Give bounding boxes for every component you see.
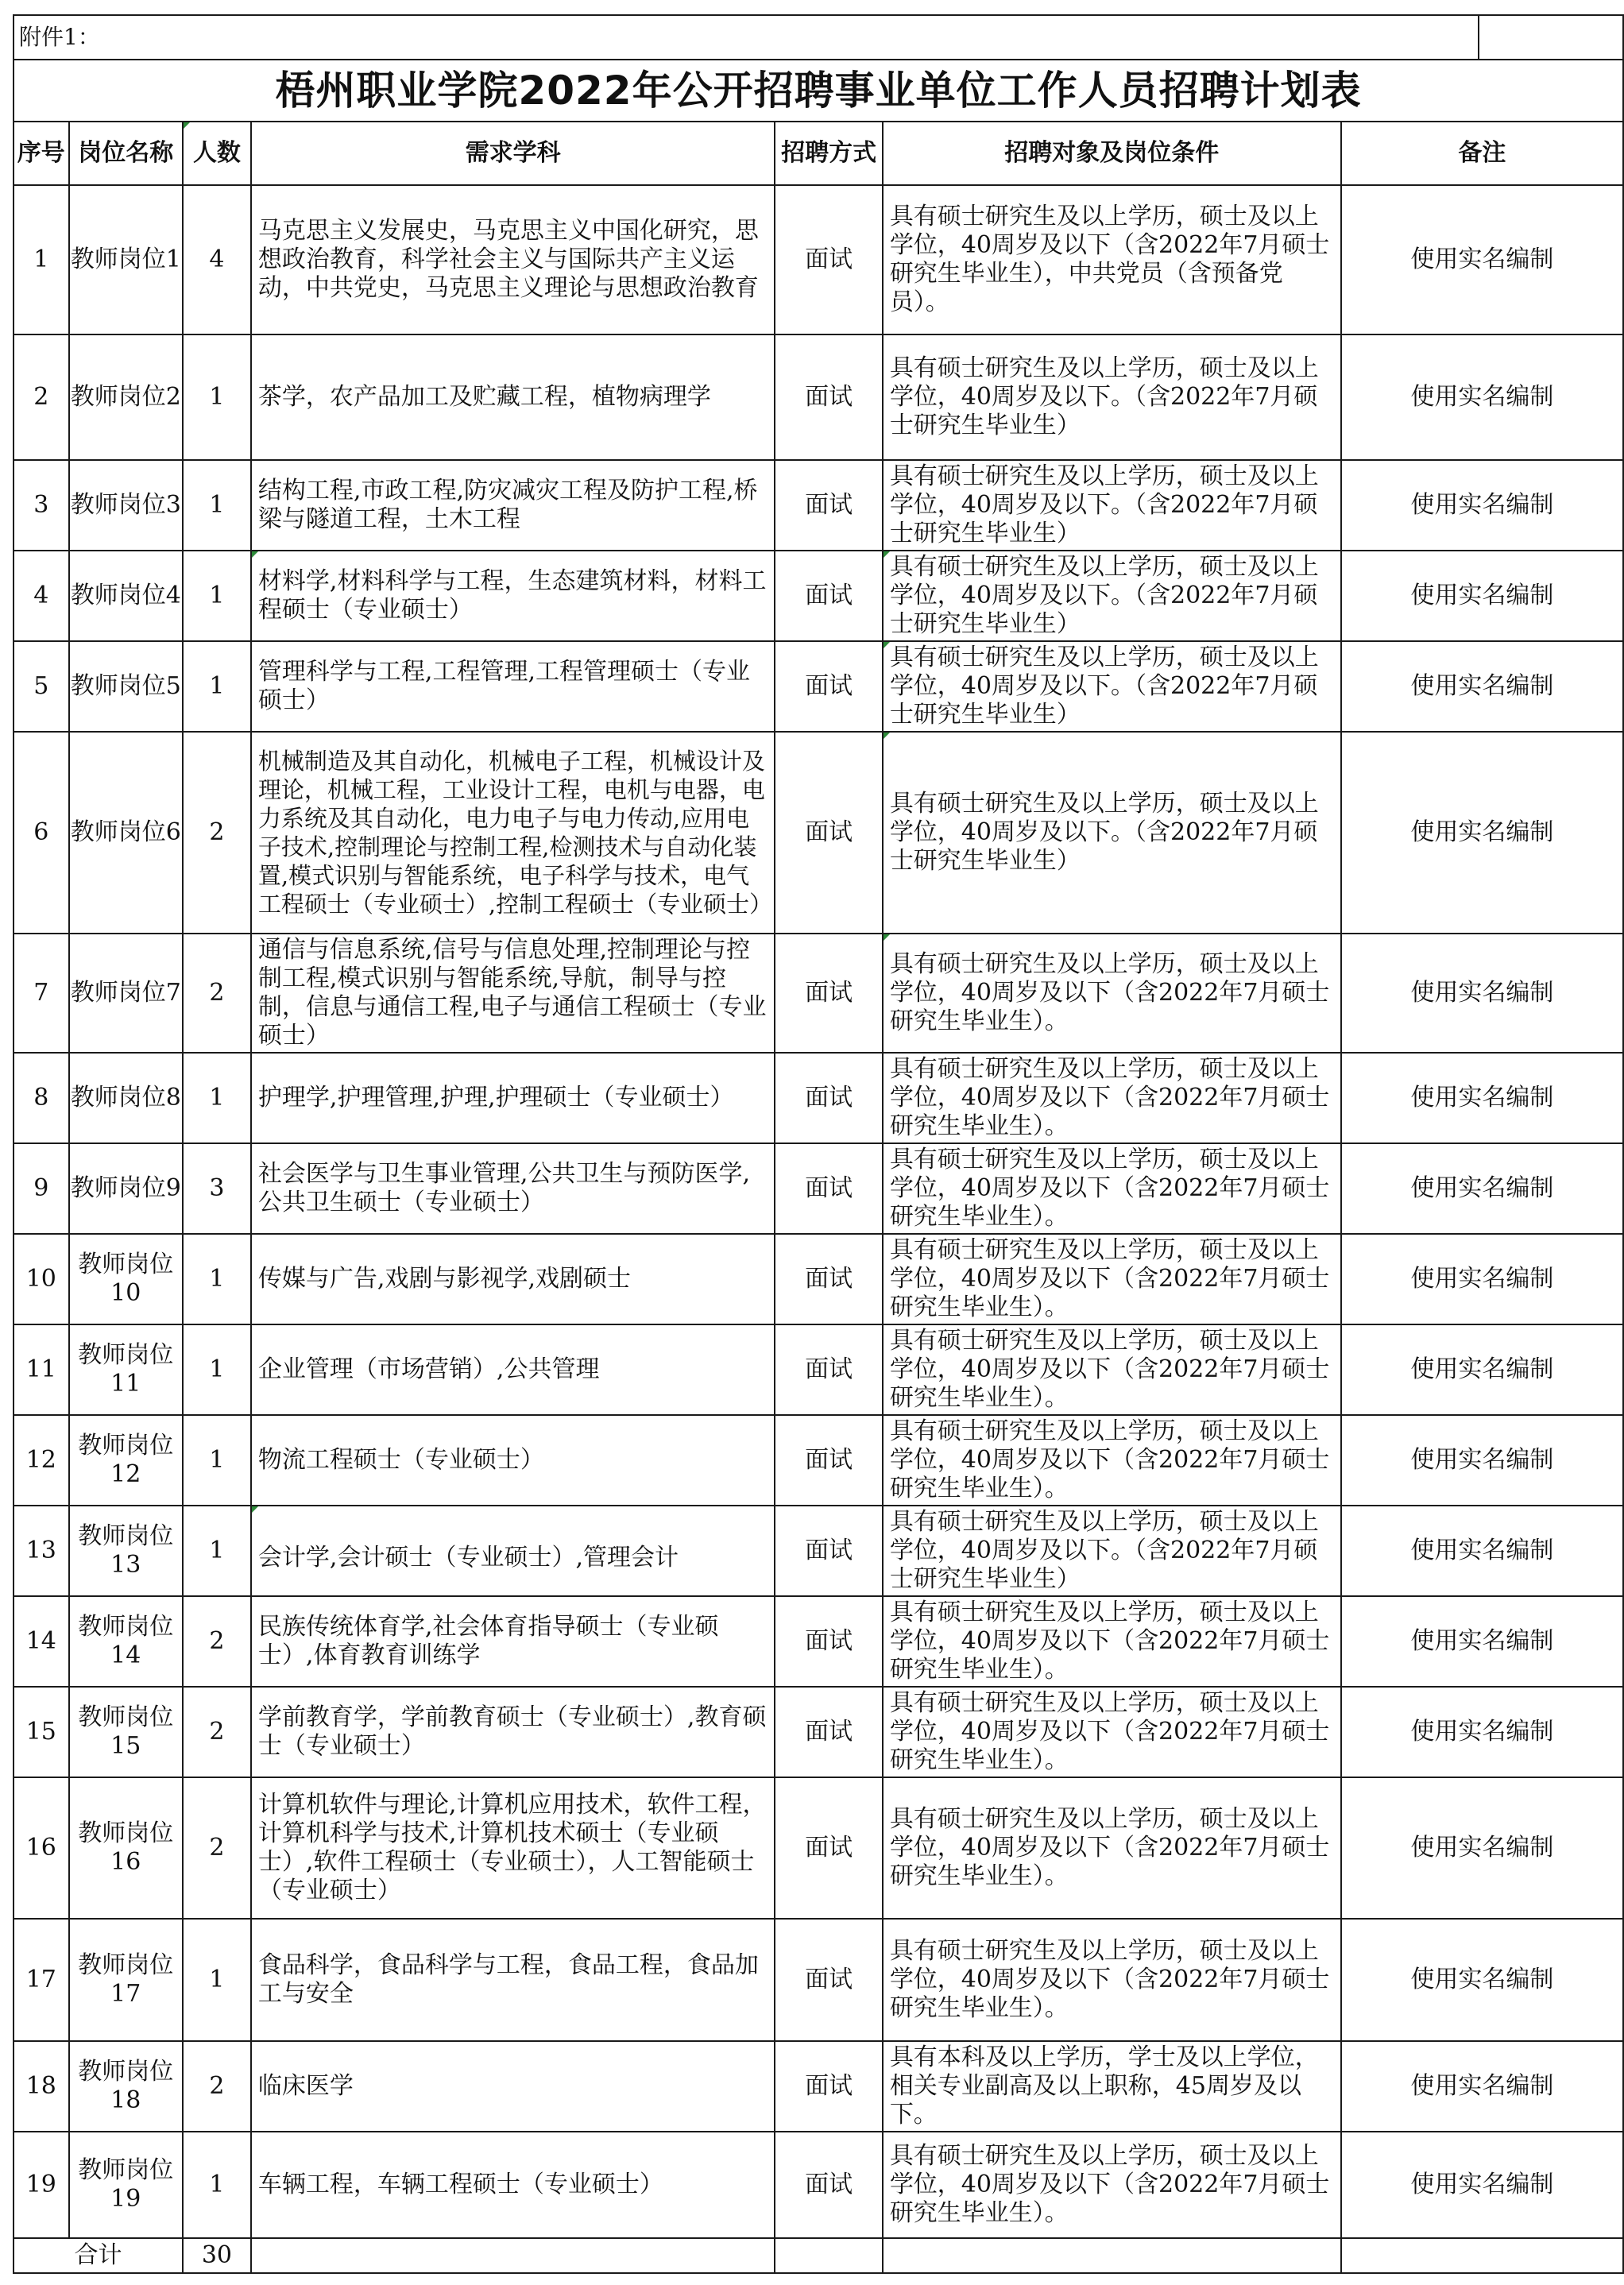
- row-post[interactable]: 教师岗位17: [69, 1919, 183, 2041]
- row-method[interactable]: 面试: [775, 1777, 882, 1919]
- row-method[interactable]: 面试: [775, 1415, 882, 1506]
- attachment-row: [14, 15, 1623, 60]
- row-seq[interactable]: 5: [14, 641, 69, 732]
- row-count[interactable]: 1: [183, 1506, 251, 1596]
- row-method[interactable]: 面试: [775, 1506, 882, 1596]
- row-seq[interactable]: 14: [14, 1596, 69, 1687]
- header-row: [14, 122, 1623, 185]
- row-remark[interactable]: 使用实名编制: [1341, 1777, 1623, 1919]
- row-subject[interactable]: 茶学，农产品加工及贮藏工程，植物病理学: [251, 334, 775, 460]
- total-label[interactable]: 合计: [14, 2238, 183, 2273]
- row-method[interactable]: 面试: [775, 1234, 882, 1324]
- title-row: [14, 60, 1623, 122]
- empty-cell[interactable]: [775, 2238, 882, 2273]
- row-method[interactable]: 面试: [775, 460, 882, 551]
- header-count[interactable]: 人数: [183, 122, 251, 185]
- row-post[interactable]: 教师岗位11: [69, 1324, 183, 1415]
- row-post[interactable]: 教师岗位1: [69, 185, 183, 334]
- row-post[interactable]: 教师岗位3: [69, 460, 183, 551]
- row-subject[interactable]: 学前教育学，学前教育硕士（专业硕士）,教育硕士（专业硕士）: [251, 1687, 775, 1777]
- row-method[interactable]: 面试: [775, 551, 882, 641]
- row-conditions[interactable]: 具有硕士研究生及以上学历，硕士及以上学位，40周岁及以下。（含2022年7月硕士研究生毕业生）: [883, 460, 1341, 551]
- row-conditions[interactable]: 具有硕士研究生及以上学历，硕士及以上学位，40周岁及以下。（含2022年7月硕士研究生毕业生）: [883, 732, 1341, 934]
- row-count[interactable]: 1: [183, 1234, 251, 1324]
- header-conditions[interactable]: 招聘对象及岗位条件: [883, 122, 1341, 185]
- row-count[interactable]: 1: [183, 1415, 251, 1506]
- row-remark[interactable]: 使用实名编制: [1341, 460, 1623, 551]
- row-remark[interactable]: 使用实名编制: [1341, 334, 1623, 460]
- row-method[interactable]: 面试: [775, 1596, 882, 1687]
- row-remark[interactable]: 使用实名编制: [1341, 1506, 1623, 1596]
- row-seq[interactable]: 18: [14, 2041, 69, 2132]
- row-seq[interactable]: 11: [14, 1324, 69, 1415]
- table-row: [14, 460, 1623, 551]
- row-count[interactable]: 2: [183, 1596, 251, 1687]
- row-method[interactable]: 面试: [775, 641, 882, 732]
- row-conditions[interactable]: 具有硕士研究生及以上学历，硕士及以上学位，40周岁及以下（含2022年7月硕士研究生毕业生）。: [883, 934, 1341, 1053]
- row-count[interactable]: 1: [183, 551, 251, 641]
- row-seq[interactable]: 3: [14, 460, 69, 551]
- row-subject[interactable]: 马克思主义发展史，马克思主义中国化研究，思想政治教育，科学社会主义与国际共产主义运动，中共党史，马克思主义理论与思想政治教育: [251, 185, 775, 334]
- row-count[interactable]: 2: [183, 2041, 251, 2132]
- row-count[interactable]: 2: [183, 732, 251, 934]
- row-subject[interactable]: 结构工程,市政工程,防灾减灾工程及防护工程,桥梁与隧道工程，土木工程: [251, 460, 775, 551]
- row-count[interactable]: 1: [183, 1919, 251, 2041]
- row-method[interactable]: 面试: [775, 2132, 882, 2238]
- table-row: [14, 2132, 1623, 2238]
- row-conditions[interactable]: 具有硕士研究生及以上学历，硕士及以上学位，40周岁及以下（含2022年7月硕士研究生毕业生）。: [883, 1777, 1341, 1919]
- row-method[interactable]: 面试: [775, 732, 882, 934]
- header-remark[interactable]: 备注: [1341, 122, 1623, 185]
- row-method[interactable]: 面试: [775, 1919, 882, 2041]
- row-conditions[interactable]: 具有本科及以上学历，学士及以上学位，相关专业副高及以上职称，45周岁及以下。: [883, 2041, 1341, 2132]
- row-subject[interactable]: 传媒与广告,戏剧与影视学,戏剧硕士: [251, 1234, 775, 1324]
- row-conditions[interactable]: 具有硕士研究生及以上学历，硕士及以上学位，40周岁及以下（含2022年7月硕士研究生毕业生）。: [883, 1324, 1341, 1415]
- row-remark[interactable]: 使用实名编制: [1341, 641, 1623, 732]
- row-remark[interactable]: 使用实名编制: [1341, 1415, 1623, 1506]
- row-seq[interactable]: 4: [14, 551, 69, 641]
- table-row: [14, 551, 1623, 641]
- row-method[interactable]: 面试: [775, 334, 882, 460]
- row-seq[interactable]: 8: [14, 1053, 69, 1143]
- row-post[interactable]: 教师岗位5: [69, 641, 183, 732]
- row-subject[interactable]: 材料学,材料科学与工程，生态建筑材料，材料工程硕士（专业硕士）: [251, 551, 775, 641]
- table-row: [14, 1143, 1623, 1234]
- table-row: [14, 1234, 1623, 1324]
- row-conditions[interactable]: 具有硕士研究生及以上学历，硕士及以上学位，40周岁及以下（含2022年7月硕士研究生毕业生）。: [883, 1234, 1341, 1324]
- row-post[interactable]: 教师岗位6: [69, 732, 183, 934]
- row-conditions[interactable]: 具有硕士研究生及以上学历，硕士及以上学位，40周岁及以下（含2022年7月硕士研究生毕业生）。: [883, 1053, 1341, 1143]
- table-row: [14, 185, 1623, 334]
- table-row: [14, 1415, 1623, 1506]
- row-seq[interactable]: 13: [14, 1506, 69, 1596]
- row-post[interactable]: 教师岗位13: [69, 1506, 183, 1596]
- row-post[interactable]: 教师岗位12: [69, 1415, 183, 1506]
- row-conditions[interactable]: 具有硕士研究生及以上学历，硕士及以上学位，40周岁及以下（含2022年7月硕士研究生毕业生）。: [883, 1143, 1341, 1234]
- row-conditions[interactable]: 具有硕士研究生及以上学历，硕士及以上学位，40周岁及以下。（含2022年7月硕士研究生毕业生）: [883, 641, 1341, 732]
- table-row: [14, 1596, 1623, 1687]
- row-subject[interactable]: 管理科学与工程,工程管理,工程管理硕士（专业硕士）: [251, 641, 775, 732]
- row-remark[interactable]: 使用实名编制: [1341, 2132, 1623, 2238]
- row-subject[interactable]: 物流工程硕士（专业硕士）: [251, 1415, 775, 1506]
- row-seq[interactable]: 12: [14, 1415, 69, 1506]
- row-seq[interactable]: 19: [14, 2132, 69, 2238]
- row-seq[interactable]: 1: [14, 185, 69, 334]
- header-method[interactable]: 招聘方式: [775, 122, 882, 185]
- row-subject[interactable]: 通信与信息系统,信号与信息处理,控制理论与控制工程,模式识别与智能系统,导航，制导与控制，信息与通信工程,电子与通信工程硕士（专业硕士）: [251, 934, 775, 1053]
- row-subject[interactable]: 车辆工程，车辆工程硕士（专业硕士）: [251, 2132, 775, 2238]
- row-remark[interactable]: 使用实名编制: [1341, 1919, 1623, 2041]
- row-post[interactable]: 教师岗位19: [69, 2132, 183, 2238]
- row-count[interactable]: 4: [183, 185, 251, 334]
- row-count[interactable]: 1: [183, 334, 251, 460]
- row-subject[interactable]: 计算机软件与理论,计算机应用技术，软件工程，计算机科学与技术,计算机技术硕士（专业硕士）,软件工程硕士（专业硕士），人工智能硕士（专业硕士）: [251, 1777, 775, 1919]
- header-seq[interactable]: 序号: [14, 122, 69, 185]
- total-row: [14, 2238, 1623, 2273]
- table-row: [14, 334, 1623, 460]
- row-count[interactable]: 1: [183, 460, 251, 551]
- row-post[interactable]: 教师岗位16: [69, 1777, 183, 1919]
- row-method[interactable]: 面试: [775, 2041, 882, 2132]
- row-subject[interactable]: 护理学,护理管理,护理,护理硕士（专业硕士）: [251, 1053, 775, 1143]
- row-conditions[interactable]: 具有硕士研究生及以上学历，硕士及以上学位，40周岁及以下。（含2022年7月硕士研究生毕业生）: [883, 334, 1341, 460]
- row-method[interactable]: 面试: [775, 1053, 882, 1143]
- row-subject[interactable]: 临床医学: [251, 2041, 775, 2132]
- row-remark[interactable]: 使用实名编制: [1341, 1053, 1623, 1143]
- row-conditions[interactable]: 具有硕士研究生及以上学历，硕士及以上学位，40周岁及以下。（含2022年7月硕士研究生毕业生）: [883, 1506, 1341, 1596]
- row-method[interactable]: 面试: [775, 185, 882, 334]
- empty-cell[interactable]: [1479, 15, 1623, 60]
- table-row: [14, 1324, 1623, 1415]
- row-seq[interactable]: 10: [14, 1234, 69, 1324]
- row-method[interactable]: 面试: [775, 1143, 882, 1234]
- empty-cell[interactable]: [251, 2238, 775, 2273]
- row-seq[interactable]: 17: [14, 1919, 69, 2041]
- row-post[interactable]: 教师岗位9: [69, 1143, 183, 1234]
- row-conditions[interactable]: 具有硕士研究生及以上学历，硕士及以上学位，40周岁及以下（含2022年7月硕士研究生毕业生）。: [883, 1919, 1341, 2041]
- row-post[interactable]: 教师岗位18: [69, 2041, 183, 2132]
- row-post[interactable]: 教师岗位7: [69, 934, 183, 1053]
- row-conditions[interactable]: 具有硕士研究生及以上学历，硕士及以上学位，40周岁及以下（含2022年7月硕士研究生毕业生），中共党员（含预备党员）。: [883, 185, 1341, 334]
- row-subject[interactable]: 企业管理（市场营销）,公共管理: [251, 1324, 775, 1415]
- row-remark[interactable]: 使用实名编制: [1341, 1143, 1623, 1234]
- row-remark[interactable]: 使用实名编制: [1341, 1324, 1623, 1415]
- row-count[interactable]: 2: [183, 1687, 251, 1777]
- row-seq[interactable]: 2: [14, 334, 69, 460]
- row-post[interactable]: 教师岗位15: [69, 1687, 183, 1777]
- row-remark[interactable]: 使用实名编制: [1341, 1687, 1623, 1777]
- row-remark[interactable]: 使用实名编制: [1341, 185, 1623, 334]
- row-conditions[interactable]: 具有硕士研究生及以上学历，硕士及以上学位，40周岁及以下（含2022年7月硕士研究生毕业生）。: [883, 1596, 1341, 1687]
- row-remark[interactable]: 使用实名编制: [1341, 934, 1623, 1053]
- table-row: [14, 1053, 1623, 1143]
- row-remark[interactable]: 使用实名编制: [1341, 551, 1623, 641]
- row-count[interactable]: 1: [183, 2132, 251, 2238]
- row-count[interactable]: 3: [183, 1143, 251, 1234]
- header-subject[interactable]: 需求学科: [251, 122, 775, 185]
- row-count[interactable]: 1: [183, 641, 251, 732]
- page-title[interactable]: 梧州职业学院2022年公开招聘事业单位工作人员招聘计划表: [14, 60, 1623, 122]
- row-post[interactable]: 教师岗位4: [69, 551, 183, 641]
- row-count[interactable]: 1: [183, 1324, 251, 1415]
- table-row: [14, 934, 1623, 1053]
- table-row: [14, 2041, 1623, 2132]
- recruitment-plan-table: [13, 14, 1624, 2274]
- total-count[interactable]: 30: [183, 2238, 251, 2273]
- table-row: [14, 1687, 1623, 1777]
- row-remark[interactable]: 使用实名编制: [1341, 2041, 1623, 2132]
- row-count[interactable]: 2: [183, 1777, 251, 1919]
- row-remark[interactable]: 使用实名编制: [1341, 1234, 1623, 1324]
- row-post[interactable]: 教师岗位14: [69, 1596, 183, 1687]
- row-seq[interactable]: 16: [14, 1777, 69, 1919]
- table-row: [14, 1506, 1623, 1596]
- row-method[interactable]: 面试: [775, 934, 882, 1053]
- row-post[interactable]: 教师岗位2: [69, 334, 183, 460]
- row-subject[interactable]: 社会医学与卫生事业管理,公共卫生与预防医学,公共卫生硕士（专业硕士）: [251, 1143, 775, 1234]
- row-remark[interactable]: 使用实名编制: [1341, 1596, 1623, 1687]
- row-seq[interactable]: 7: [14, 934, 69, 1053]
- row-method[interactable]: 面试: [775, 1687, 882, 1777]
- row-method[interactable]: 面试: [775, 1324, 882, 1415]
- row-post[interactable]: 教师岗位8: [69, 1053, 183, 1143]
- row-subject[interactable]: 食品科学，食品科学与工程，食品工程，食品加工与安全: [251, 1919, 775, 2041]
- row-seq[interactable]: 6: [14, 732, 69, 934]
- row-subject[interactable]: 民族传统体育学,社会体育指导硕士（专业硕士）,体育教育训练学: [251, 1596, 775, 1687]
- row-seq[interactable]: 9: [14, 1143, 69, 1234]
- row-remark[interactable]: 使用实名编制: [1341, 732, 1623, 934]
- row-subject[interactable]: 会计学,会计硕士（专业硕士）,管理会计: [251, 1506, 775, 1596]
- empty-cell[interactable]: [1341, 2238, 1623, 2273]
- table-row: [14, 1919, 1623, 2041]
- empty-cell[interactable]: [883, 2238, 1341, 2273]
- attachment-label[interactable]: 附件1：: [14, 15, 1479, 60]
- row-conditions[interactable]: 具有硕士研究生及以上学历，硕士及以上学位，40周岁及以下。（含2022年7月硕士研究生毕业生）: [883, 551, 1341, 641]
- table-row: [14, 641, 1623, 732]
- table-row: [14, 1777, 1623, 1919]
- header-post[interactable]: 岗位名称: [69, 122, 183, 185]
- table-row: [14, 732, 1623, 934]
- row-conditions[interactable]: 具有硕士研究生及以上学历，硕士及以上学位，40周岁及以下（含2022年7月硕士研究生毕业生）。: [883, 2132, 1341, 2238]
- row-seq[interactable]: 15: [14, 1687, 69, 1777]
- row-conditions[interactable]: 具有硕士研究生及以上学历，硕士及以上学位，40周岁及以下（含2022年7月硕士研究生毕业生）。: [883, 1687, 1341, 1777]
- row-post[interactable]: 教师岗位10: [69, 1234, 183, 1324]
- row-count[interactable]: 1: [183, 1053, 251, 1143]
- row-conditions[interactable]: 具有硕士研究生及以上学历，硕士及以上学位，40周岁及以下（含2022年7月硕士研究生毕业生）。: [883, 1415, 1341, 1506]
- row-count[interactable]: 2: [183, 934, 251, 1053]
- row-subject[interactable]: 机械制造及其自动化，机械电子工程，机械设计及理论，机械工程，工业设计工程，电机与电器，电力系统及其自动化，电力电子与电力传动,应用电子技术,控制理论与控制工程,检测技术与自动化装置,模式识别与智能系统，电子科学与技术，电气工程硕士（专业硕士）,控制工程硕士（专业硕士）: [251, 732, 775, 934]
